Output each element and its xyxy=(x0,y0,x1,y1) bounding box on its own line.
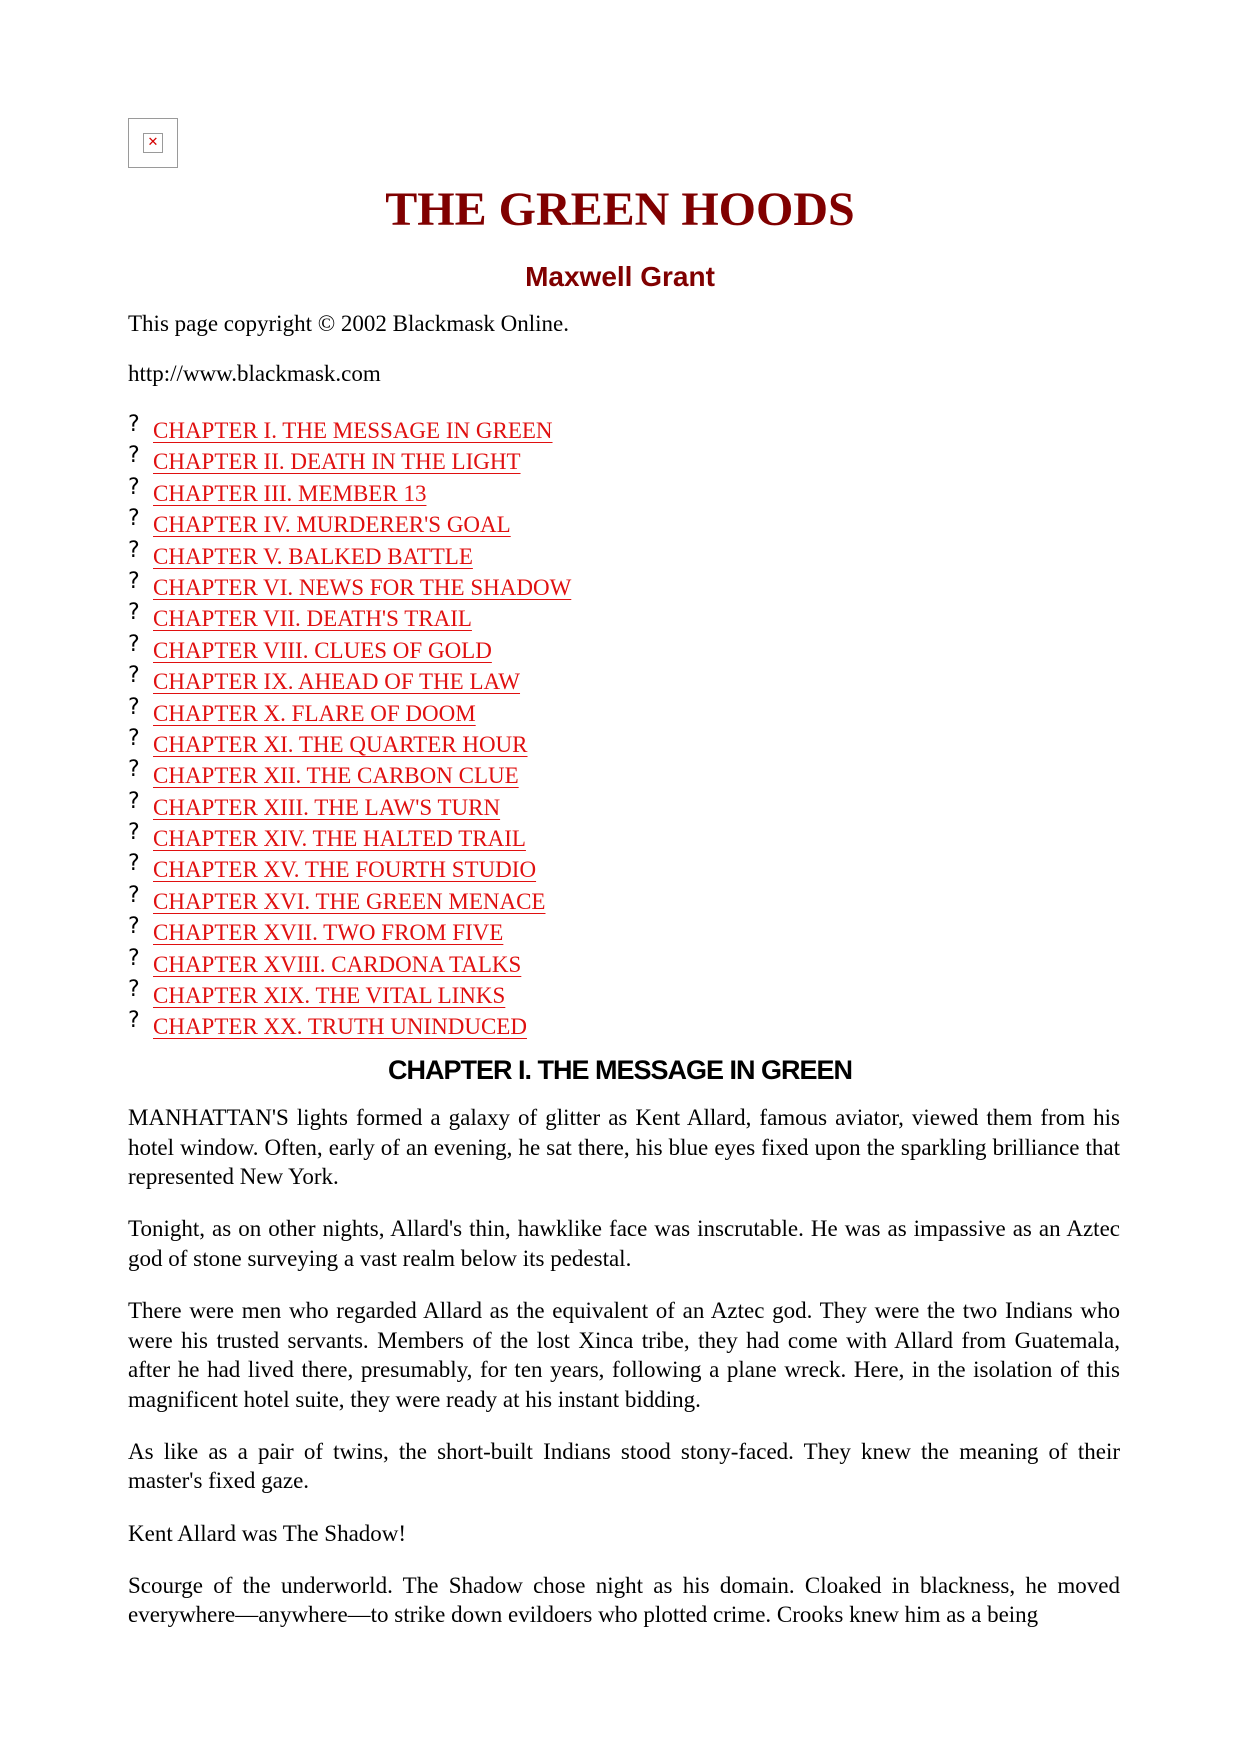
toc-link-chapter-15[interactable]: CHAPTER XV. THE FOURTH STUDIO xyxy=(153,857,537,883)
toc-item xyxy=(128,882,571,918)
toc-link-chapter-6[interactable]: CHAPTER VI. NEWS FOR THE SHADOW xyxy=(153,574,572,600)
toc-link-chapter-10[interactable]: CHAPTER X. FLARE OF DOOM xyxy=(153,700,476,726)
toc-bullet: ? xyxy=(128,474,140,500)
toc-item xyxy=(128,788,571,824)
toc-item xyxy=(128,725,571,761)
toc-item xyxy=(128,537,571,573)
book-title: THE GREEN HOODS xyxy=(385,183,855,236)
toc-item xyxy=(128,977,571,1012)
toc-bullet: ? xyxy=(128,945,140,971)
toc-item xyxy=(128,945,571,981)
toc-bullet: ? xyxy=(128,977,140,1003)
toc-bullet: ? xyxy=(128,506,140,532)
toc-bullet: ? xyxy=(128,851,140,877)
toc-link-chapter-8[interactable]: CHAPTER VIII. CLUES OF GOLD xyxy=(153,637,492,663)
toc-item xyxy=(128,412,571,447)
toc-link-chapter-18[interactable]: CHAPTER XVIII. CARDONA TALKS xyxy=(153,951,522,977)
toc-item xyxy=(128,851,571,886)
toc-bullet: ? xyxy=(128,1008,140,1034)
body-paragraph: As like as a pair of twins, the short-built Indians stood stony-faced. They knew the meaning of their master's fixed gaze. xyxy=(128,1438,1120,1494)
toc-bullet: ? xyxy=(128,537,140,563)
toc-bullet: ? xyxy=(128,914,140,940)
toc-bullet: ? xyxy=(128,631,140,657)
toc-link-chapter-16[interactable]: CHAPTER XVI. THE GREEN MENACE xyxy=(153,888,546,914)
toc-link-chapter-12[interactable]: CHAPTER XII. THE CARBON CLUE xyxy=(153,763,519,789)
toc-bullet: ? xyxy=(128,725,140,751)
toc-link-chapter-13[interactable]: CHAPTER XIII. THE LAW'S TURN xyxy=(153,794,501,820)
site-url: http://www.blackmask.com xyxy=(128,361,381,386)
toc-link-chapter-7[interactable]: CHAPTER VII. DEATH'S TRAIL xyxy=(153,606,472,632)
toc-link-chapter-11[interactable]: CHAPTER XI. THE QUARTER HOUR xyxy=(153,731,528,757)
chapter-heading: CHAPTER I. THE MESSAGE IN GREEN xyxy=(387,1055,853,1085)
toc-item xyxy=(128,474,571,510)
toc-bullet: ? xyxy=(128,663,140,689)
table-of-contents xyxy=(128,412,572,1044)
toc-item xyxy=(128,631,571,667)
toc-item xyxy=(128,757,571,792)
toc-item xyxy=(128,820,571,855)
toc-bullet: ? xyxy=(128,412,140,437)
body-paragraph: MANHATTAN'S lights formed a galaxy of glitter as Kent Allard, famous aviator, viewed them from his hotel window. Often, early of an evening, he sat there, his blue eyes fixed upon the sparkling brilliance that represented New York. xyxy=(128,1105,1120,1190)
body-paragraph: Scourge of the underworld. The Shadow chose night as his domain. Cloaked in blackness, he moved everywhere—anywhere—to strike down evildoers who plotted crime. Crooks knew him as a being xyxy=(128,1572,1120,1628)
toc-bullet: ? xyxy=(128,820,140,846)
toc-link-chapter-4[interactable]: CHAPTER IV. MURDERER'S GOAL xyxy=(153,512,511,538)
toc-item xyxy=(128,914,571,949)
toc-link-chapter-14[interactable]: CHAPTER XIV. THE HALTED TRAIL xyxy=(153,826,526,852)
toc-link-chapter-2[interactable]: CHAPTER II. DEATH IN THE LIGHT xyxy=(153,449,521,475)
toc-item xyxy=(128,600,571,635)
toc-bullet: ? xyxy=(128,757,140,783)
toc-bullet: ? xyxy=(128,788,140,814)
toc-bullet: ? xyxy=(128,568,140,594)
body-paragraph: Kent Allard was The Shadow! xyxy=(128,1520,407,1546)
toc-bullet: ? xyxy=(128,694,140,720)
toc-link-chapter-5[interactable]: CHAPTER V. BALKED BATTLE xyxy=(153,543,473,569)
toc-link-chapter-20[interactable]: CHAPTER XX. TRUTH UNINDUCED xyxy=(153,1014,527,1040)
toc-link-chapter-19[interactable]: CHAPTER XIX. THE VITAL LINKS xyxy=(153,983,506,1009)
toc-link-chapter-9[interactable]: CHAPTER IX. AHEAD OF THE LAW xyxy=(153,669,521,695)
broken-image-icon xyxy=(128,118,178,168)
copyright-notice: This page copyright © 2002 Blackmask Online. xyxy=(128,311,569,336)
toc-link-chapter-3[interactable]: CHAPTER III. MEMBER 13 xyxy=(153,480,427,506)
toc-item xyxy=(128,506,571,541)
book-author: Maxwell Grant xyxy=(525,261,715,292)
body-paragraph: There were men who regarded Allard as the equivalent of an Aztec god. They were the two Indians who were his trusted servants. Members of the lost Xinca tribe, they had come with Allard from Guatemala, after he had lived there, presumably, for ten years, following a plane wreck. Here, in the isolation of this magnificent hotel suite, they were ready at his instant bidding. xyxy=(128,1297,1120,1412)
broken-image-x-icon: ✕ xyxy=(143,133,163,153)
toc-link-chapter-17[interactable]: CHAPTER XVII. TWO FROM FIVE xyxy=(153,920,504,946)
body-paragraph: Tonight, as on other nights, Allard's thin, hawklike face was inscrutable. He was as impassive as an Aztec god of stone surveying a vast realm below its pedestal. xyxy=(128,1216,1120,1271)
toc-bullet: ? xyxy=(128,882,140,908)
toc-bullet: ? xyxy=(128,443,140,469)
toc-item xyxy=(128,663,571,698)
toc-bullet: ? xyxy=(128,600,140,626)
toc-link-chapter-1[interactable]: CHAPTER I. THE MESSAGE IN GREEN xyxy=(153,418,553,443)
chapter-body xyxy=(128,1103,1120,1652)
toc-item xyxy=(128,694,571,730)
toc-item xyxy=(128,443,571,478)
toc-item xyxy=(128,568,572,604)
toc-item xyxy=(128,1008,571,1043)
